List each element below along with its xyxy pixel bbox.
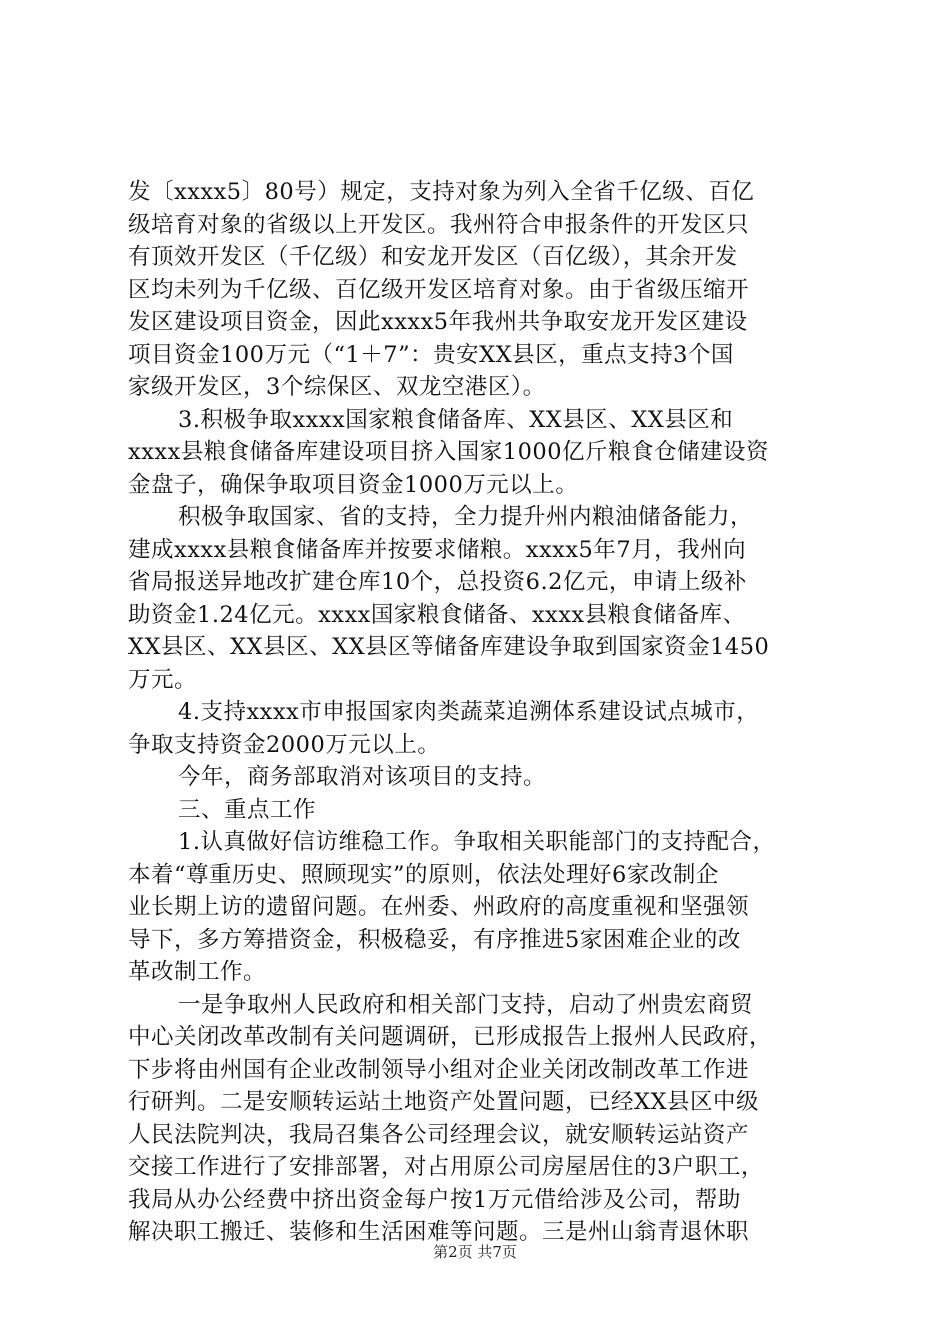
text-line: 业长期上访的遗留问题。在州委、州政府的高度重视和坚强领 <box>128 894 750 920</box>
text-line: 3.积极争取xxxx国家粮食储备库、XX县区、XX县区和 <box>178 406 734 433</box>
text-line: 4.支持xxxx市申报国家肉类蔬菜追溯体系建设试点城市， <box>178 699 760 725</box>
text-line: 交接工作进行了安排部署，对占用原公司房屋居住的3户职工， <box>128 1154 764 1180</box>
text-line: 本着“尊重历史、照顾现实”的原则，依法处理好6家改制企 <box>128 861 719 888</box>
text-line: 行研判。二是安顺转运站土地资产处置问题，已经XX县区中级 <box>128 1089 760 1115</box>
text-line: 有顶效开发区（千亿级）和安龙开发区（百亿级），其余开发 <box>128 244 738 270</box>
text-line: 争取支持资金2000万元以上。 <box>128 731 441 758</box>
text-line: 家级开发区，3个综保区、双龙空港区）。 <box>128 374 546 400</box>
text-line: 助资金1.24亿元。xxxx国家粮食储备、xxxx县粮食储备库、 <box>128 601 746 628</box>
text-line: xxxx县粮食储备库建设项目挤入国家1000亿斤粮食仓储建设资 <box>128 439 770 465</box>
text-line: 中心关闭改革改制有关问题调研，已形成报告上报州人民政府， <box>128 1024 773 1050</box>
text-line: 区均未列为千亿级、百亿级开发区培育对象。由于省级压缩开 <box>128 276 750 303</box>
document-body <box>128 176 828 1249</box>
text-line: 下步将由州国有企业改制领导小组对企业关闭改制改革工作进 <box>128 1056 750 1083</box>
text-line: 革改制工作。 <box>128 959 267 985</box>
text-line: 级培育对象的省级以上开发区。我州符合申报条件的开发区只 <box>128 211 750 238</box>
text-line: 发区建设项目资金，因此xxxx5年我州共争取安龙开发区建设 <box>128 309 748 335</box>
text-line: 积极争取国家、省的支持，全力提升州内粮油储备能力， <box>178 504 754 530</box>
text-line: 万元。 <box>128 666 198 693</box>
text-line: 导下，多方筹措资金，积极稳妥，有序推进5家困难企业的改 <box>128 926 741 953</box>
text-line: 1.认真做好信访维稳工作。争取相关职能部门的支持配合， <box>178 829 776 855</box>
text-line: 发〔xxxx5〕80号）规定，支持对象为列入全省千亿级、百亿 <box>128 179 755 205</box>
text-line: 项目资金100万元（“1＋7”：贵安XX县区，重点支持3个国 <box>128 341 734 368</box>
page-number-footer: 第2页 共7页 <box>433 1243 517 1261</box>
text-line: 解决职工搬迁、装修和生活困难等问题。三是州山翁青退休职 <box>128 1219 750 1245</box>
section-heading: 三、重点工作 <box>178 796 317 823</box>
text-line: 建成xxxx县粮食储备库并按要求储粮。xxxx5年7月，我州向 <box>128 536 747 563</box>
text-line: 今年，商务部取消对该项目的支持。 <box>178 764 547 790</box>
text-line: 我局从办公经费中挤出资金每户按1万元借给涉及公司，帮助 <box>128 1186 741 1213</box>
text-line: 一是争取州人民政府和相关部门支持，启动了州贵宏商贸 <box>178 991 754 1018</box>
text-line: 人民法院判决，我局召集各公司经理会议，就安顺转运站资产 <box>128 1121 750 1148</box>
text-line: 金盘子，确保争取项目资金1000万元以上。 <box>128 471 579 498</box>
text-line: XX县区、XX县区、XX县区等储备库建设争取到国家资金1450 <box>128 634 770 660</box>
text-line: 省局报送异地改扩建仓库10个，总投资6.2亿元，申请上级补 <box>128 569 747 595</box>
